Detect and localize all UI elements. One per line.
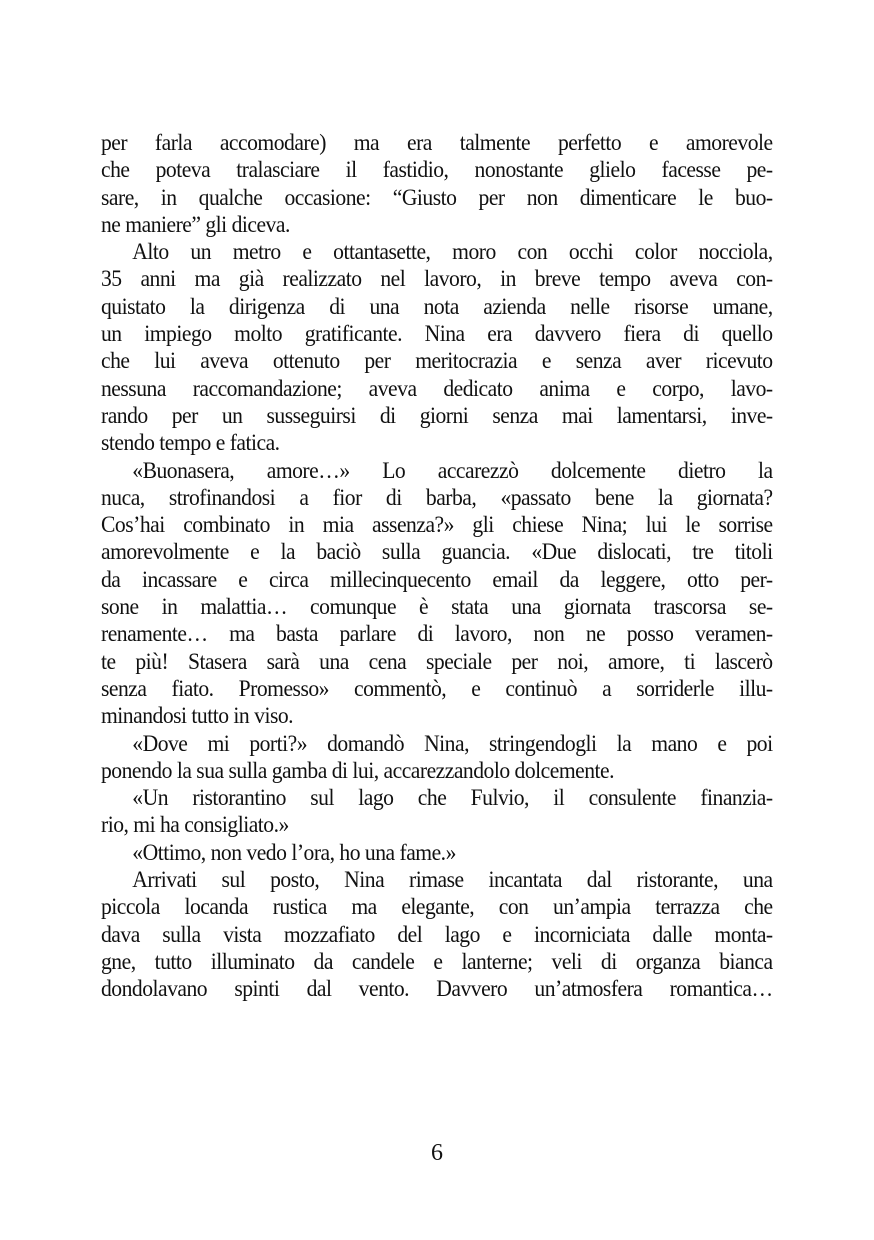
text-line: senza fiato. Promesso» commentò, e continuò a sorriderle illu- bbox=[101, 675, 773, 702]
text-line: piccola locanda rustica ma elegante, con un’ampia terrazza che bbox=[101, 894, 773, 921]
paragraph bbox=[101, 130, 773, 239]
text-line: Cos’hai combinato in mia assenza?» gli chiese Nina; lui le sorrise bbox=[101, 512, 773, 539]
text-line: Arrivati sul posto, Nina rimase incantata dal ristorante, una bbox=[132, 867, 773, 894]
text-line: un impiego molto gratificante. Nina era davvero fiera di quello bbox=[101, 321, 773, 348]
text-line: «Ottimo, non vedo l’ora, ho una fame.» bbox=[132, 839, 456, 866]
text-line: nessuna raccomandazione; aveva dedicato anima e corpo, lavo- bbox=[101, 375, 773, 402]
text-line: da incassare e circa millecinquecento email da leggere, otto per- bbox=[101, 566, 773, 593]
text-line: quistato la dirigenza di una nota azienda nelle risorse umane, bbox=[101, 293, 773, 320]
page-body-text bbox=[101, 130, 773, 1004]
text-line: minandosi tutto in viso. bbox=[101, 703, 294, 730]
text-line: per farla accomodare) ma era talmente perfetto e amorevole bbox=[101, 130, 773, 156]
text-line: che poteva tralasciare il fastidio, nonostante glielo facesse pe- bbox=[101, 157, 773, 184]
text-line: «Dove mi porti?» domandò Nina, stringendogli la mano e poi bbox=[132, 730, 773, 757]
text-line: Alto un metro e ottantasette, moro con occhi color nocciola, bbox=[132, 239, 773, 266]
text-line: ponendo la sua sulla gamba di lui, accarezzandolo dolcemente. bbox=[101, 757, 615, 784]
paragraph bbox=[101, 840, 773, 867]
paragraph bbox=[101, 458, 773, 731]
text-line: amorevolmente e la baciò sulla guancia. «Due dislocati, tre titoli bbox=[101, 539, 773, 566]
text-line: ne maniere” gli diceva. bbox=[101, 211, 290, 238]
text-line: dava sulla vista mozzafiato del lago e incorniciata dalle monta- bbox=[101, 921, 773, 948]
paragraph bbox=[101, 239, 773, 457]
text-line: te più! Stasera sarà una cena speciale per noi, amore, ti lascerò bbox=[101, 648, 773, 675]
paragraph bbox=[101, 785, 773, 840]
text-line: nuca, strofinandosi a fior di barba, «passato bene la giornata? bbox=[101, 484, 773, 511]
text-line: rando per un susseguirsi di giorni senza mai lamentarsi, inve- bbox=[101, 402, 773, 429]
text-line: renamente… ma basta parlare di lavoro, non ne posso veramen- bbox=[101, 621, 773, 648]
text-line: dondolavano spinti dal vento. Davvero un’atmosfera romantica… bbox=[101, 976, 773, 1003]
paragraph bbox=[101, 867, 773, 1003]
text-line: che lui aveva ottenuto per meritocrazia e senza aver ricevuto bbox=[101, 348, 773, 375]
text-line: «Un ristorantino sul lago che Fulvio, il consulente finanzia- bbox=[132, 785, 773, 812]
paragraph bbox=[101, 731, 773, 786]
text-line: gne, tutto illuminato da candele e lanterne; veli di organza bianca bbox=[101, 948, 773, 975]
page-number: 6 bbox=[431, 1140, 443, 1166]
text-line: sare, in qualche occasione: “Giusto per non dimenticare le buo- bbox=[101, 184, 773, 211]
text-line: «Buonasera, amore…» Lo accarezzò dolcemente dietro la bbox=[132, 457, 773, 484]
text-line: stendo tempo e fatica. bbox=[101, 430, 280, 457]
text-line: rio, mi ha consigliato.» bbox=[101, 812, 289, 839]
text-line: 35 anni ma già realizzato nel lavoro, in breve tempo aveva con- bbox=[101, 266, 773, 293]
text-line: sone in malattia… comunque è stata una giornata trascorsa se- bbox=[101, 594, 773, 621]
